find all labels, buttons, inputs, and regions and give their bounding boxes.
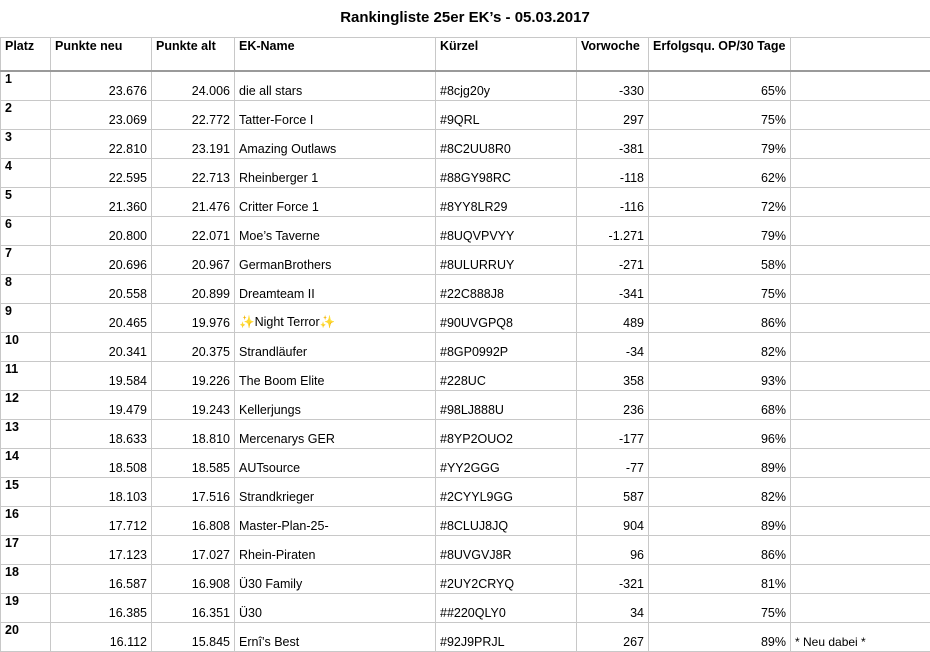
table-row — [1, 275, 930, 304]
cell-kuerzel: #22C888J8 — [436, 275, 577, 304]
cell-kuerzel: #9QRL — [436, 101, 577, 130]
cell-punkte-alt: 24.006 — [152, 71, 235, 101]
cell-platz: 13 — [1, 420, 51, 449]
cell-punkte-neu: 20.800 — [51, 217, 152, 246]
cell-punkte-neu: 20.341 — [51, 333, 152, 362]
cell-kuerzel: #228UC — [436, 362, 577, 391]
cell-vorwoche: -34 — [577, 333, 649, 362]
cell-note — [791, 130, 930, 159]
cell-platz: 11 — [1, 362, 51, 391]
cell-punkte-neu: 16.385 — [51, 594, 152, 623]
header-blank — [791, 38, 930, 72]
table-row — [1, 594, 930, 623]
cell-punkte-neu: 23.069 — [51, 101, 152, 130]
cell-punkte-alt: 16.351 — [152, 594, 235, 623]
cell-erfolgsquote: 58% — [649, 246, 791, 275]
cell-punkte-neu: 22.595 — [51, 159, 152, 188]
cell-punkte-alt: 18.585 — [152, 449, 235, 478]
cell-punkte-alt: 16.808 — [152, 507, 235, 536]
cell-note — [791, 594, 930, 623]
cell-erfolgsquote: 65% — [649, 71, 791, 101]
cell-erfolgsquote: 82% — [649, 333, 791, 362]
cell-vorwoche: 358 — [577, 362, 649, 391]
table-row — [1, 536, 930, 565]
cell-vorwoche: 34 — [577, 594, 649, 623]
table-row — [1, 188, 930, 217]
cell-note — [791, 565, 930, 594]
cell-vorwoche: -330 — [577, 71, 649, 101]
table-row — [1, 101, 930, 130]
cell-note — [791, 188, 930, 217]
cell-vorwoche: 267 — [577, 623, 649, 652]
cell-kuerzel: #92J9PRJL — [436, 623, 577, 652]
cell-note — [791, 275, 930, 304]
table-row — [1, 420, 930, 449]
cell-punkte-neu: 18.508 — [51, 449, 152, 478]
cell-ek-name: Critter Force 1 — [235, 188, 436, 217]
cell-punkte-alt: 20.899 — [152, 275, 235, 304]
cell-platz: 15 — [1, 478, 51, 507]
cell-punkte-neu: 23.676 — [51, 71, 152, 101]
header-ek-name: EK-Name — [235, 38, 436, 72]
cell-vorwoche: -271 — [577, 246, 649, 275]
cell-punkte-alt: 22.071 — [152, 217, 235, 246]
cell-ek-name: Dreamteam II — [235, 275, 436, 304]
table-row — [1, 246, 930, 275]
cell-vorwoche: -321 — [577, 565, 649, 594]
cell-note — [791, 391, 930, 420]
cell-erfolgsquote: 86% — [649, 304, 791, 333]
cell-punkte-neu: 20.558 — [51, 275, 152, 304]
cell-ek-name: Ü30 — [235, 594, 436, 623]
cell-kuerzel: #8C2UU8R0 — [436, 130, 577, 159]
cell-erfolgsquote: 75% — [649, 275, 791, 304]
cell-erfolgsquote: 93% — [649, 362, 791, 391]
table-row — [1, 217, 930, 246]
cell-platz: 1 — [1, 71, 51, 101]
cell-ek-name: Kellerjungs — [235, 391, 436, 420]
header-punkte-alt: Punkte alt — [152, 38, 235, 72]
cell-note — [791, 478, 930, 507]
cell-platz: 10 — [1, 333, 51, 362]
cell-punkte-neu: 18.633 — [51, 420, 152, 449]
header-kuerzel: Kürzel — [436, 38, 577, 72]
cell-ek-name: Ernî’s Best — [235, 623, 436, 652]
cell-platz: 9 — [1, 304, 51, 333]
cell-kuerzel: #YY2GGG — [436, 449, 577, 478]
cell-ek-name: Mercenarys GER — [235, 420, 436, 449]
cell-kuerzel: #8cjg20y — [436, 71, 577, 101]
cell-punkte-alt: 17.516 — [152, 478, 235, 507]
cell-erfolgsquote: 82% — [649, 478, 791, 507]
cell-note — [791, 217, 930, 246]
table-row — [1, 623, 930, 652]
table-row — [1, 478, 930, 507]
cell-ek-name: die all stars — [235, 71, 436, 101]
cell-punkte-neu: 20.696 — [51, 246, 152, 275]
cell-ek-name: Strandkrieger — [235, 478, 436, 507]
cell-platz: 14 — [1, 449, 51, 478]
cell-ek-name: Rhein-Piraten — [235, 536, 436, 565]
page-title: Rankingliste 25er EK’s - 05.03.2017 — [0, 9, 930, 26]
cell-erfolgsquote: 62% — [649, 159, 791, 188]
cell-punkte-neu: 19.584 — [51, 362, 152, 391]
cell-vorwoche: 904 — [577, 507, 649, 536]
cell-erfolgsquote: 89% — [649, 507, 791, 536]
cell-platz: 17 — [1, 536, 51, 565]
cell-punkte-alt: 22.772 — [152, 101, 235, 130]
cell-vorwoche: -341 — [577, 275, 649, 304]
cell-note — [791, 536, 930, 565]
cell-platz: 3 — [1, 130, 51, 159]
cell-vorwoche: -116 — [577, 188, 649, 217]
cell-erfolgsquote: 96% — [649, 420, 791, 449]
cell-punkte-alt: 20.967 — [152, 246, 235, 275]
cell-note — [791, 362, 930, 391]
cell-ek-name: AUTsource — [235, 449, 436, 478]
cell-note — [791, 507, 930, 536]
cell-kuerzel: ##220QLY0 — [436, 594, 577, 623]
cell-ek-name: GermanBrothers — [235, 246, 436, 275]
cell-erfolgsquote: 86% — [649, 536, 791, 565]
cell-kuerzel: #98LJ888U — [436, 391, 577, 420]
cell-punkte-alt: 22.713 — [152, 159, 235, 188]
cell-note — [791, 71, 930, 101]
cell-kuerzel: #8YY8LR29 — [436, 188, 577, 217]
table-row — [1, 304, 930, 333]
cell-erfolgsquote: 79% — [649, 217, 791, 246]
table-row — [1, 130, 930, 159]
cell-platz: 18 — [1, 565, 51, 594]
cell-vorwoche: -381 — [577, 130, 649, 159]
table-row — [1, 362, 930, 391]
cell-erfolgsquote: 81% — [649, 565, 791, 594]
cell-punkte-neu: 20.465 — [51, 304, 152, 333]
cell-platz: 19 — [1, 594, 51, 623]
cell-platz: 6 — [1, 217, 51, 246]
cell-vorwoche: 489 — [577, 304, 649, 333]
cell-note: * Neu dabei * — [791, 623, 930, 652]
cell-punkte-neu: 18.103 — [51, 478, 152, 507]
cell-kuerzel: #8CLUJ8JQ — [436, 507, 577, 536]
cell-kuerzel: #8YP2OUO2 — [436, 420, 577, 449]
cell-punkte-alt: 18.810 — [152, 420, 235, 449]
cell-note — [791, 246, 930, 275]
cell-erfolgsquote: 75% — [649, 101, 791, 130]
cell-kuerzel: #8ULURRUY — [436, 246, 577, 275]
cell-vorwoche: 96 — [577, 536, 649, 565]
cell-kuerzel: #8UQVPVYY — [436, 217, 577, 246]
cell-punkte-neu: 16.587 — [51, 565, 152, 594]
cell-vorwoche: 297 — [577, 101, 649, 130]
cell-vorwoche: -118 — [577, 159, 649, 188]
cell-punkte-neu: 22.810 — [51, 130, 152, 159]
cell-kuerzel: #2CYYL9GG — [436, 478, 577, 507]
table-row — [1, 391, 930, 420]
cell-vorwoche: -77 — [577, 449, 649, 478]
header-vorwoche: Vorwoche — [577, 38, 649, 72]
cell-ek-name: Ü30 Family — [235, 565, 436, 594]
cell-erfolgsquote: 72% — [649, 188, 791, 217]
cell-note — [791, 449, 930, 478]
cell-note — [791, 420, 930, 449]
cell-vorwoche: 587 — [577, 478, 649, 507]
cell-punkte-alt: 21.476 — [152, 188, 235, 217]
cell-vorwoche: 236 — [577, 391, 649, 420]
cell-punkte-alt: 23.191 — [152, 130, 235, 159]
cell-erfolgsquote: 89% — [649, 449, 791, 478]
header-platz: Platz — [1, 38, 51, 72]
cell-platz: 7 — [1, 246, 51, 275]
cell-punkte-alt: 15.845 — [152, 623, 235, 652]
cell-punkte-neu: 17.712 — [51, 507, 152, 536]
cell-note — [791, 304, 930, 333]
header-punkte-neu: Punkte neu — [51, 38, 152, 72]
cell-kuerzel: #90UVGPQ8 — [436, 304, 577, 333]
cell-platz: 16 — [1, 507, 51, 536]
cell-erfolgsquote: 68% — [649, 391, 791, 420]
cell-ek-name: Amazing Outlaws — [235, 130, 436, 159]
cell-kuerzel: #8GP0992P — [436, 333, 577, 362]
cell-erfolgsquote: 89% — [649, 623, 791, 652]
cell-vorwoche: -1.271 — [577, 217, 649, 246]
cell-punkte-alt: 19.226 — [152, 362, 235, 391]
cell-erfolgsquote: 79% — [649, 130, 791, 159]
header-erfolgsquote: Erfolgsqu. OP/30 Tage — [649, 38, 791, 72]
cell-ek-name: Tatter-Force I — [235, 101, 436, 130]
cell-punkte-neu: 17.123 — [51, 536, 152, 565]
table-row — [1, 565, 930, 594]
cell-platz: 5 — [1, 188, 51, 217]
cell-erfolgsquote: 75% — [649, 594, 791, 623]
cell-ek-name: The Boom Elite — [235, 362, 436, 391]
cell-ek-name: Moe’s Taverne — [235, 217, 436, 246]
table-row — [1, 449, 930, 478]
cell-platz: 8 — [1, 275, 51, 304]
cell-platz: 20 — [1, 623, 51, 652]
cell-punkte-neu: 19.479 — [51, 391, 152, 420]
cell-punkte-alt: 20.375 — [152, 333, 235, 362]
cell-kuerzel: #88GY98RC — [436, 159, 577, 188]
header-row — [1, 38, 930, 72]
cell-note — [791, 333, 930, 362]
cell-punkte-alt: 17.027 — [152, 536, 235, 565]
cell-punkte-alt: 16.908 — [152, 565, 235, 594]
cell-ek-name: Rheinberger 1 — [235, 159, 436, 188]
cell-platz: 2 — [1, 101, 51, 130]
table-row — [1, 333, 930, 362]
ranking-table — [0, 37, 930, 652]
table-row — [1, 159, 930, 188]
table-row — [1, 71, 930, 101]
cell-punkte-neu: 16.112 — [51, 623, 152, 652]
cell-punkte-alt: 19.976 — [152, 304, 235, 333]
cell-platz: 12 — [1, 391, 51, 420]
cell-platz: 4 — [1, 159, 51, 188]
cell-note — [791, 101, 930, 130]
cell-ek-name: Strandläufer — [235, 333, 436, 362]
ranking-rows — [1, 71, 930, 652]
cell-kuerzel: #8UVGVJ8R — [436, 536, 577, 565]
cell-ek-name: ✨Night Terror✨ — [235, 304, 436, 333]
cell-punkte-alt: 19.243 — [152, 391, 235, 420]
cell-kuerzel: #2UY2CRYQ — [436, 565, 577, 594]
cell-vorwoche: -177 — [577, 420, 649, 449]
table-row — [1, 507, 930, 536]
cell-ek-name: Master-Plan-25- — [235, 507, 436, 536]
cell-note — [791, 159, 930, 188]
cell-punkte-neu: 21.360 — [51, 188, 152, 217]
